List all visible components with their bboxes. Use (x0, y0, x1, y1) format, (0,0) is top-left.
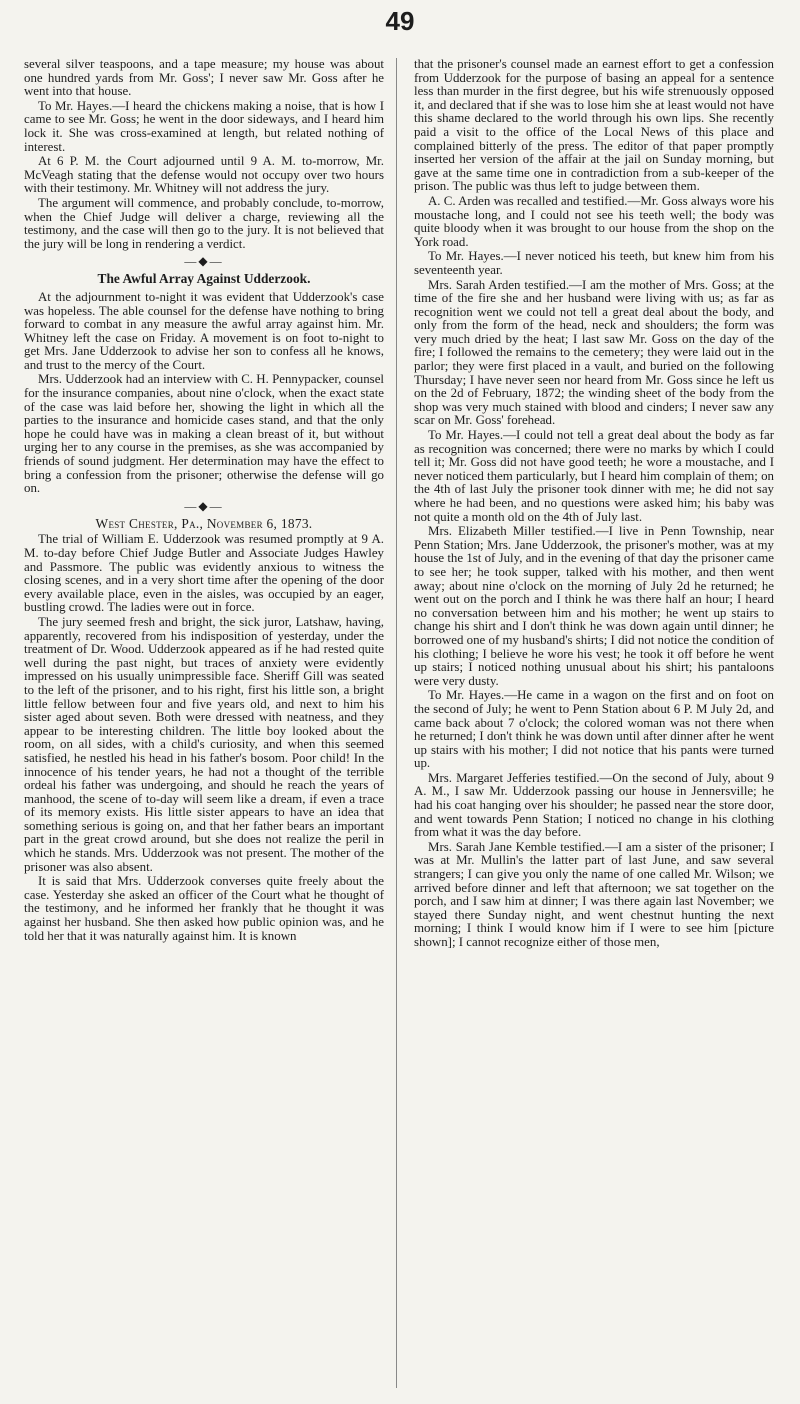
column-rule (396, 58, 397, 1388)
paragraph: To Mr. Hayes.—I never noticed his teeth, but knew him from his seventeenth year. (414, 249, 774, 277)
section-divider: —◆— (184, 254, 224, 269)
paragraph: The argument will commence, and probably conclude, to-morrow, when the Chief Judge will deliver a charge, reviewing all the testimony, and the case will then go to the jury. It is not believed that the jury will be long in rendering a verdict. (24, 195, 384, 251)
paragraph: To Mr. Hayes.—I heard the chickens making a noise, that is how I came to see Mr. Goss; he went in the door sideways, and I heard him lock it. She was cross-examined at length, but related nothing of interest. (24, 98, 384, 154)
paragraph: A. C. Arden was recalled and testified.—Mr. Goss always wore his moustache long, and I could not see his teeth well; the body was quite bloody when it was brought to our house from the shop on the York road. (414, 193, 774, 249)
paragraph: To Mr. Hayes.—I could not tell a great deal about the body as far as recognition was concerned; there were no marks by which I could tell it; Mr. Goss did not have good teeth; he wore a moustache, and I never noticed them particularly, but I heard him complain of them; on the 4th of last July the prisoner took dinner with me; he did not say where he had been, and no questions were asked him; his baby was not quite a month old on the 4th of July last. (414, 428, 774, 524)
paragraph: that the prisoner's counsel made an earnest effort to get a confession from Udderzook for the purpose of basing an appeal for a sentence less than murder in the first degree, but his wife strenuously opposed it, and declared that if she was to lose him she at least would not have this shame declared to the world through his own lips. She recently paid a visit to the office of the Local News of this place and complained bitterly of the press. The editor of that paper promptly inserted her version of the affair at the jail on Sunday morning, but gave at the same time one in contradiction from a sub-keeper of the prison. The public was thus left to judge between them. (414, 58, 774, 194)
paragraph: several silver teaspoons, and a tape measure; my house was about one hundred yards from Mr. Goss'; I never saw Mr. Goss after he went into that house. (24, 58, 384, 99)
paragraph: Mrs. Elizabeth Miller testified.—I live in Penn Township, near Penn Station; Mrs. Jane Udderzook, the prisoner's mother, was at my house the 1st of July, and in the evening of that day the prisoner came to see her; he took supper, talked with his mother, and then went away; about nine o'clock on the morning of July 2d he returned; he went out on the porch and I think he was there half an hour; I heard no conversation between him and his mother; he went up stairs to change his shirt and I don't think he was down again until dinner; he borrowed one of my husband's shirts; I did not notice the condition of his clothing; I believe he wore his vest; he took it off before he went up stairs; I noticed nothing unusual about his shirt; his pantaloons were very dusty. (414, 524, 774, 688)
paragraph: At the adjournment to-night it was evident that Udderzook's case was hopeless. The able counsel for the defense have nothing to bring forward to combat in any measure the awful array against him. Mr. Whitney left the case on Friday. A movement is on foot to-night to get Mrs. Jane Udderzook to advise her son to confess all he knows, and trust to the mercy of the Court. (24, 289, 384, 372)
section-divider: —◆— (184, 498, 224, 513)
paragraph: Mrs. Udderzook had an interview with C. H. Pennypacker, counsel for the insurance companies, about nine o'clock, when the exact state of the case was laid before her, showing the light in which all the parties to the insurance and homicide cases stand, and that the only hope he could have was in making a clean breast of it, but without urging her to any course in the premises, as she was accompanied by friends of sound judgment. Her determination may have the effect to bring a confession from the prisoner; otherwise the defense will go on. (24, 372, 384, 496)
page-number: 49 (385, 6, 415, 36)
paragraph: The jury seemed fresh and bright, the sick juror, Latshaw, having, apparently, recovered from his indisposition of yesterday, under the treatment of Dr. Wood. Udderzook appeared as if he had rested quite well during the past night, but traces of anxiety were evidently impressed on his usually unimpressible face. Sheriff Gill was seated to the left of the prisoner, and to his right, first his little son, a bright little fellow between four and five years old, and next to him his sister aged about seven. Both were dressed with neatness, and they appear to be interesting children. The little boy looked about the room, on all sides, with a child's curiosity, and when this seemed satisfied, he nestled his head in his father's bosom. Poor child! In the innocence of his tender years, he had not a thought of the terrible ordeal his father was undergoing, and should he reach the years of manhood, the scene of to-day will seem like a dream, if even a trace of its memory exists. His little sister appears to have an idea that something serious is going on, and that her father bears an important part in the great crowd around, but she does not realize the peril in which he stands. Mrs. Udderzook was not present. The mother of the prisoner was also absent. (24, 614, 384, 874)
paragraph: Mrs. Margaret Jefferies testified.—On the second of July, about 9 A. M., I saw Mr. Udderzook passing our house in Jennersville; he had his coat hanging over his shoulder; he passed near the store door, and went towards Penn Station; I noticed no change in his clothing from what it was the day before. (414, 770, 774, 840)
paragraph: The trial of William E. Udderzook was resumed promptly at 9 A. M. to-day before Chief Judge Butler and Associate Judges Hawley and Passmore. The public was evidently anxious to witness the closing scenes, and in a very short time after the opening of the door every available place, even in the aisles, was occupied by an eager, bustling crowd. The ladies were out in force. (24, 532, 384, 615)
paragraph: At 6 P. M. the Court adjourned until 9 A. M. to-morrow, Mr. McVeagh stating that the defense would not occupy over two hours with their testimony. Mr. Whitney will not address the jury. (24, 154, 384, 196)
paragraph: Mrs. Sarah Jane Kemble testified.—I am a sister of the prisoner; I was at Mr. Mullin's the latter part of last June, and saw several strangers; I can give you only the name of one called Mr. Wilson; we arrived before dinner and left that afternoon; we sat together on the porch, and I saw him at dinner; I was there again last November; we stayed there Sunday night, and went chestnut hunting the next morning; I think I would know him if I were to see him [picture shown]; I cannot recognize either of those men, (414, 839, 774, 949)
right-column (414, 58, 774, 1394)
paragraph: It is said that Mrs. Udderzook converses quite freely about the case. Yesterday she asked an officer of the Court what he thought of the testimony, and he informed her frankly that he thought it was against her husband. She then asked how public opinion was, and he told her that it was naturally against him. It is known (24, 874, 384, 943)
section-heading: The Awful Array Against Udderzook. (97, 271, 311, 287)
dateline: West Chester, Pa., November 6, 1873. (95, 515, 313, 531)
paragraph: To Mr. Hayes.—He came in a wagon on the first and on foot on the second of July; he went to Penn Station about 6 P. M July 2d, and came back about 7 o'clock; the colored woman was not there when he returned; I don't think he was down until after dinner after he went up stairs with his mother; I did not notice that his pants were turned up. (414, 688, 774, 771)
left-column (24, 58, 384, 1394)
paragraph: Mrs. Sarah Arden testified.—I am the mother of Mrs. Goss; at the time of the fire she and her husband were living with us; as far as recognition went we could not tell a great deal about the body, and only from the form of the head, neck and shoulders; the form was very much dried by the heat; I last saw Mr. Goss on the day of the fire; I followed the remains to the cemetery; they were laid out in the parlor; they were first placed in a vault, and buried on the following Thursday; I have never seen nor heard from Mr. Goss since he left us on the 2d of February, 1872; the winding sheet of the body from the shop was very much stained with blood and cinders; I never saw any scar on Mr. Goss' forehead. (414, 277, 774, 428)
